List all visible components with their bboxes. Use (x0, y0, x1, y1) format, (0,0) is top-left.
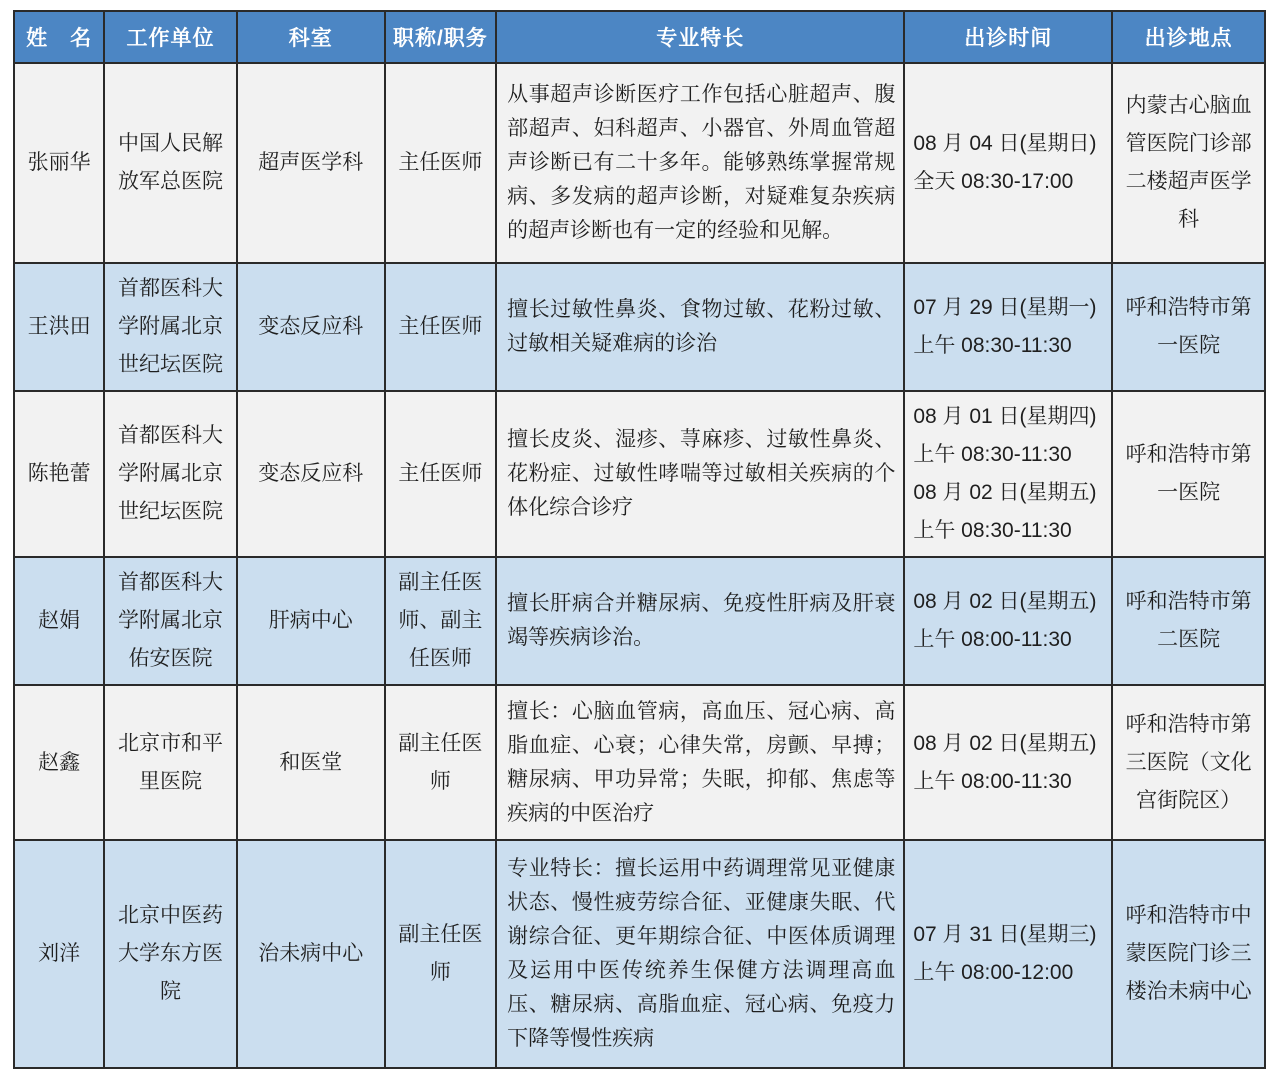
work-unit-cell: 首都医科大学附属北京世纪坛医院 (104, 263, 237, 391)
schedule-line: 上午 08:30-11:30 (913, 334, 1072, 357)
column-header-schedule-location: 出诊地点 (1112, 11, 1265, 63)
schedule-line: 07 月 29 日(星期一) (913, 296, 1097, 319)
column-header-name: 姓 名 (14, 11, 104, 63)
doctor-schedule-table (13, 10, 1266, 1069)
location-cell: 呼和浩特市中蒙医院门诊三楼治未病中心 (1112, 840, 1265, 1068)
schedule-line: 08 月 02 日(星期五) (913, 590, 1097, 613)
table-row (14, 63, 1265, 263)
column-header-work-unit: 工作单位 (104, 11, 237, 63)
specialty-cell: 擅长肝病合并糖尿病、免疫性肝病及肝衰竭等疾病诊治。 (496, 557, 904, 685)
doctor-name-cell: 赵娟 (14, 557, 104, 685)
title-cell: 副主任医师 (385, 840, 496, 1068)
schedule-cell (904, 557, 1112, 685)
table-row (14, 840, 1265, 1068)
department-cell: 超声医学科 (237, 63, 385, 263)
specialty-cell: 专业特长：擅长运用中药调理常见亚健康状态、慢性疲劳综合征、亚健康失眠、代谢综合征、更年期综合征、中医体质调理及运用中医传统养生保健方法调理高血压、糖尿病、高脂血症、冠心病、免疫力下降等慢性疾病 (496, 840, 904, 1068)
work-unit-cell: 首都医科大学附属北京佑安医院 (104, 557, 237, 685)
doctor-name-cell: 王洪田 (14, 263, 104, 391)
schedule-line: 上午 08:30-11:30 (913, 443, 1072, 466)
table-row (14, 557, 1265, 685)
work-unit-cell: 中国人民解放军总医院 (104, 63, 237, 263)
doctor-name-cell: 刘洋 (14, 840, 104, 1068)
schedule-line: 上午 08:30-11:30 (913, 519, 1072, 542)
table-header-row (14, 11, 1265, 63)
column-header-department: 科室 (237, 11, 385, 63)
schedule-line: 08 月 02 日(星期五) (913, 731, 1097, 755)
schedule-line: 上午 08:00-11:30 (913, 769, 1072, 793)
schedule-cell (904, 840, 1112, 1068)
doctor-name-cell: 张丽华 (14, 63, 104, 263)
column-header-schedule-time: 出诊时间 (904, 11, 1112, 63)
location-cell: 呼和浩特市第三医院（文化宫街院区） (1112, 685, 1265, 840)
location-cell: 呼和浩特市第一医院 (1112, 263, 1265, 391)
schedule-cell (904, 685, 1112, 840)
schedule-line: 08 月 04 日(星期日) (913, 132, 1097, 155)
column-header-title: 职称/职务 (385, 11, 496, 63)
department-cell: 变态反应科 (237, 391, 385, 557)
department-cell: 变态反应科 (237, 263, 385, 391)
table-row (14, 685, 1265, 840)
title-cell: 副主任医师 (385, 685, 496, 840)
specialty-cell: 擅长过敏性鼻炎、食物过敏、花粉过敏、过敏相关疑难病的诊治 (496, 263, 904, 391)
department-cell: 肝病中心 (237, 557, 385, 685)
schedule-line: 08 月 01 日(星期四) (913, 405, 1097, 428)
schedule-line: 全天 08:30-17:00 (913, 170, 1074, 193)
work-unit-cell: 首都医科大学附属北京世纪坛医院 (104, 391, 237, 557)
department-cell: 治未病中心 (237, 840, 385, 1068)
specialty-cell: 擅长：心脑血管病，高血压、冠心病、高脂血症、心衰；心律失常，房颤、早搏；糖尿病、甲功异常；失眠，抑郁、焦虑等疾病的中医治疗 (496, 685, 904, 840)
schedule-line: 上午 08:00-12:00 (913, 961, 1074, 984)
specialty-cell: 从事超声诊断医疗工作包括心脏超声、腹部超声、妇科超声、小器官、外周血管超声诊断已有二十多年。能够熟练掌握常规病、多发病的超声诊断，对疑难复杂疾病的超声诊断也有一定的经验和见解。 (496, 63, 904, 263)
work-unit-cell: 北京中医药大学东方医院 (104, 840, 237, 1068)
doctor-name-cell: 陈艳蕾 (14, 391, 104, 557)
department-cell: 和医堂 (237, 685, 385, 840)
title-cell: 副主任医师、副主任医师 (385, 557, 496, 685)
location-cell: 内蒙古心脑血管医院门诊部二楼超声医学科 (1112, 63, 1265, 263)
location-cell: 呼和浩特市第二医院 (1112, 557, 1265, 685)
title-cell: 主任医师 (385, 391, 496, 557)
schedule-line: 上午 08:00-11:30 (913, 628, 1072, 651)
table-row (14, 263, 1265, 391)
schedule-cell (904, 63, 1112, 263)
doctor-name-cell: 赵鑫 (14, 685, 104, 840)
schedule-cell (904, 263, 1112, 391)
column-header-specialty: 专业特长 (496, 11, 904, 63)
table-body (14, 63, 1265, 1068)
schedule-cell (904, 391, 1112, 557)
location-cell: 呼和浩特市第一医院 (1112, 391, 1265, 557)
title-cell: 主任医师 (385, 263, 496, 391)
title-cell: 主任医师 (385, 63, 496, 263)
table-row (14, 391, 1265, 557)
work-unit-cell: 北京市和平里医院 (104, 685, 237, 840)
schedule-line: 07 月 31 日(星期三) (913, 923, 1097, 946)
schedule-line: 08 月 02 日(星期五) (913, 481, 1097, 504)
specialty-cell: 擅长皮炎、湿疹、荨麻疹、过敏性鼻炎、花粉症、过敏性哮喘等过敏相关疾病的个体化综合诊疗 (496, 391, 904, 557)
